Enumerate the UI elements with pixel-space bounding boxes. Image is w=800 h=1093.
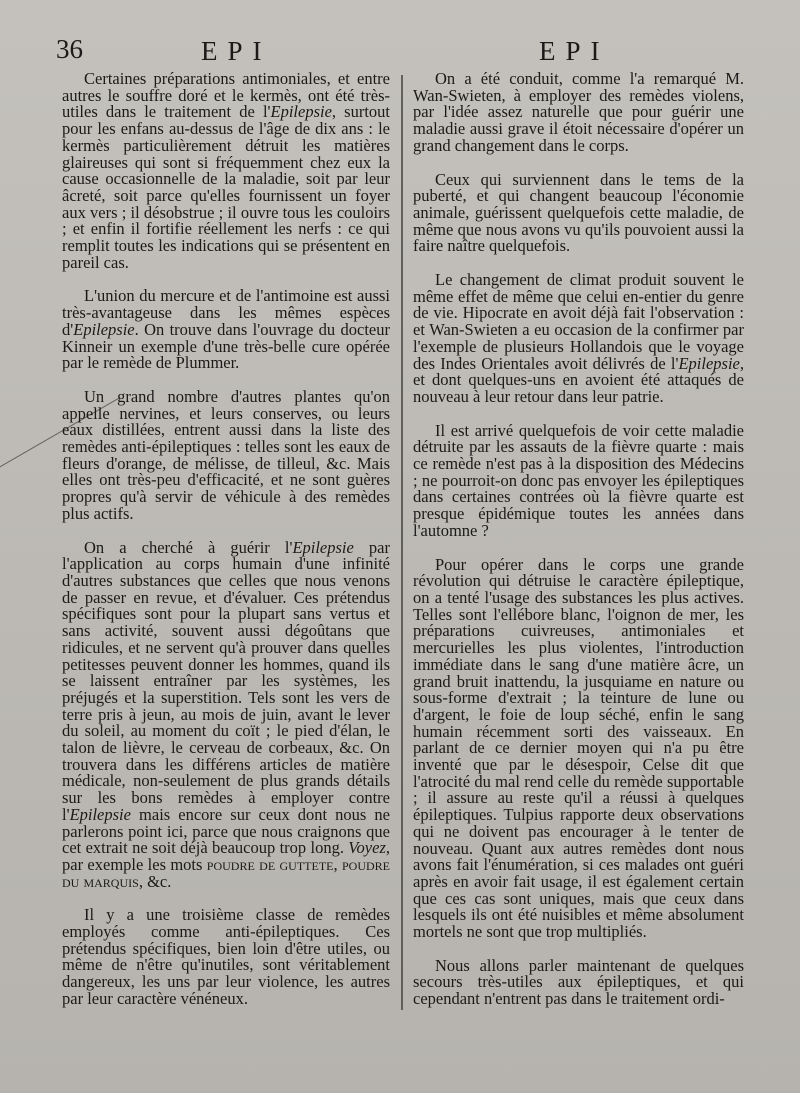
italic-term: Epilepsie (73, 319, 135, 339)
paragraph (413, 955, 744, 1009)
running-head-left: EPI (201, 36, 272, 66)
paragraph-text: Il y a une troisième classe de remèdes employés comme anti-épileptiques. Ces prétendus spécifiques, bien loin d'être utiles, ou même de n'être qu'inutiles, sont véritablement dangereux, les uns par leur violence, les autres par leur caractère vénéneux. (62, 905, 390, 1008)
paragraph-text: Le changement de climat produit souvent le même effet de même que celui en-entier du genre de vie. Hipocrate en avoit déjà fait l'observation : et Wan-Swieten a eu occasion de la confirmer par l'exemple de plusieurs Hollandois que le voyage des Indes Orientales avoit délivrés de l' (413, 270, 744, 373)
paragraph (62, 288, 390, 372)
paragraph-text: Un grand nombre d'autres plantes qu'on appelle nervines, et leurs conserves, ou leurs eaux distillées, entrent aussi dans la liste des remèdes anti-épileptiques : telles sont les eaux de fleurs d'orange, de mélisse, de tilleul, &c. Mais elles ont très-peu d'efficacité, et ne sont guères propres qu'à servir de véhicule à des remèdes plus actifs. (62, 386, 390, 523)
paragraph (413, 554, 744, 942)
italic-term: Epilepsie (69, 804, 131, 824)
paragraph-text: , surtout pour les enfans au-dessus de l'âge de dix ans : le kermès particulièrement détruit les matières glaireuses qui sont si fréquemment chez eux la cause occasionnelle de la maladie, soit par leur âcreté, soit parce qu'elles fournissent un foyer aux vers ; il désobstrue ; il ouvre tous les couloirs ; et enfin il fortifie réellement les nerfs : ce qui remplit toutes les indications qui se présentent en pareil cas. (62, 102, 390, 272)
italic-term: Epilepsie (678, 353, 740, 373)
paragraph-text: L'union du mercure et de l'antimoine est aussi très-avantageuse dans les mêmes espèces d' (62, 286, 390, 339)
paragraph-text: Certaines préparations antimoniales, et entre autres le souffre doré et le kermès, ont été très-utiles dans le traitement de l' (62, 69, 390, 122)
paragraph-text: Ceux qui surviennent dans le tems de la puberté, et qui changent beaucoup l'économie animale, guérissent quelquefois cette maladie, de même que nous avons vu qu'ils pouvoient aussi la faire naître quelquefois. (413, 169, 744, 256)
paragraph (62, 386, 390, 523)
italic-term: Epilepsie (292, 537, 354, 557)
paragraph-text: , par exemple les mots (62, 838, 390, 874)
cross-reference: poudre de guttete (206, 854, 334, 874)
paragraph (413, 272, 744, 406)
paragraph (62, 907, 390, 1007)
paragraph-text: Il est arrivé quelquefois de voir cette maladie détruite par les assauts de la fièvre quarte : mais ce remède n'est pas à la disposition des Médecins ; ne pourroit-on donc pas envoyer les épileptiques dans certaines contrées où la fièvre quarte est presque épidémique toutes les années dans l'automne ? (413, 420, 744, 540)
paragraph-text: par l'application au corps humain d'une infinité d'autres substances que celles que nous venons de passer en revue, et d'évaluer. Ces prétendus spécifiques sont pour la plupart sans vertus et sans activité, souvent aussi dégoûtans que ridicules, et ne servent qu'à prouver dans quelles petitesses peuvent donner les hommes, quand ils se laissent entraîner par les systèmes, les préjugés et la superstition. Tels sont les vers de terre pris à jeun, au mois de juin, avant le lever du soleil, au moment du coït ; le pied d'élan, le talon de lièvre, le cerveau de corbeaux, &c. On trouvera dans les différens articles de matière médicale, non-seulement de plus grands détails sur les bons remèdes à employer contre l' (62, 537, 390, 824)
paragraph (62, 537, 390, 891)
italic-term: Voyez (348, 838, 386, 858)
column-divider (401, 75, 403, 1010)
paragraph-text: , &c. (138, 871, 172, 891)
page-number: 36 (56, 34, 83, 64)
paragraph-text: , (333, 854, 342, 874)
paragraph-text: On a été conduit, comme l'a remarqué M. Wan-Swieten, à employer des remèdes violens, par l'idée assez naturelle que pour guérir une maladie aussi grave il étoit nécessaire d'opérer un grand changement dans le corps. (413, 69, 744, 155)
left-text-column (62, 71, 390, 1025)
paragraph (62, 71, 390, 271)
running-head-right: EPI (539, 36, 610, 66)
italic-term: Epilepsie (270, 102, 332, 122)
paragraph-text: . On trouve dans l'ouvrage du docteur Kinneir un exemple d'une très-belle cure opérée par le remède de Plummer. (62, 319, 390, 373)
paragraph-text: , et dont quelques-uns en avoient été attaqués de nouveau à leur retour dans leur patrie. (413, 353, 744, 406)
paragraph (413, 71, 744, 155)
paragraph-text: On a cherché à guérir l' (84, 537, 293, 557)
cross-reference: poudre du marquis (62, 854, 390, 891)
paragraph-text: mais encore sur ceux dont nous ne parlerons point ici, parce que nous craignons que cet extrait ne soit déjà beaucoup trop long. (62, 804, 390, 858)
paragraph (413, 169, 744, 256)
right-text-column (413, 71, 744, 1025)
paragraph-text: Nous allons parler maintenant de quelques secours très-utiles aux épileptiques, et qui cependant n'entrent pas dans le traitement ordi- (413, 955, 744, 1009)
paragraph-text: Pour opérer dans le corps une grande révolution qui détruise le caractère épileptique, on a tenté l'usage des substances les plus actives. Telles sont l'ellébore blanc, l'oignon de mer, les préparations cuivreuses, antimoniales et mercurielles les plus violentes, l'introduction immédiate dans le sang d'une matière âcre, un grand bruit inattendu, la jusquiame en nature ou sous-forme d'extrait ; la teinture de lune ou d'argent, le foie de loup séché, enfin le sang humain récemment sorti des vaisseaux. En parlant de ce dernier moyen qui n'a pu être inventé que par le désespoir, Celse dit que l'atrocité du mal rend celle du remède supportable ; il assure au reste qu'il a réussi à quelques épileptiques. Tulpius rapporte deux observations qui ne doivent pas encourager à le tenter de nouveau. Quant aux autres remèdes dont nous avons fait l'énumération, si ces malades ont guéri après en avoir fait usage, il est également certain que ces cas sont uniques, mais que ceux dans lesquels ils ont été nuisibles et même absolument mortels ne sont que trop multipliés. (413, 554, 744, 942)
paragraph (413, 420, 744, 540)
